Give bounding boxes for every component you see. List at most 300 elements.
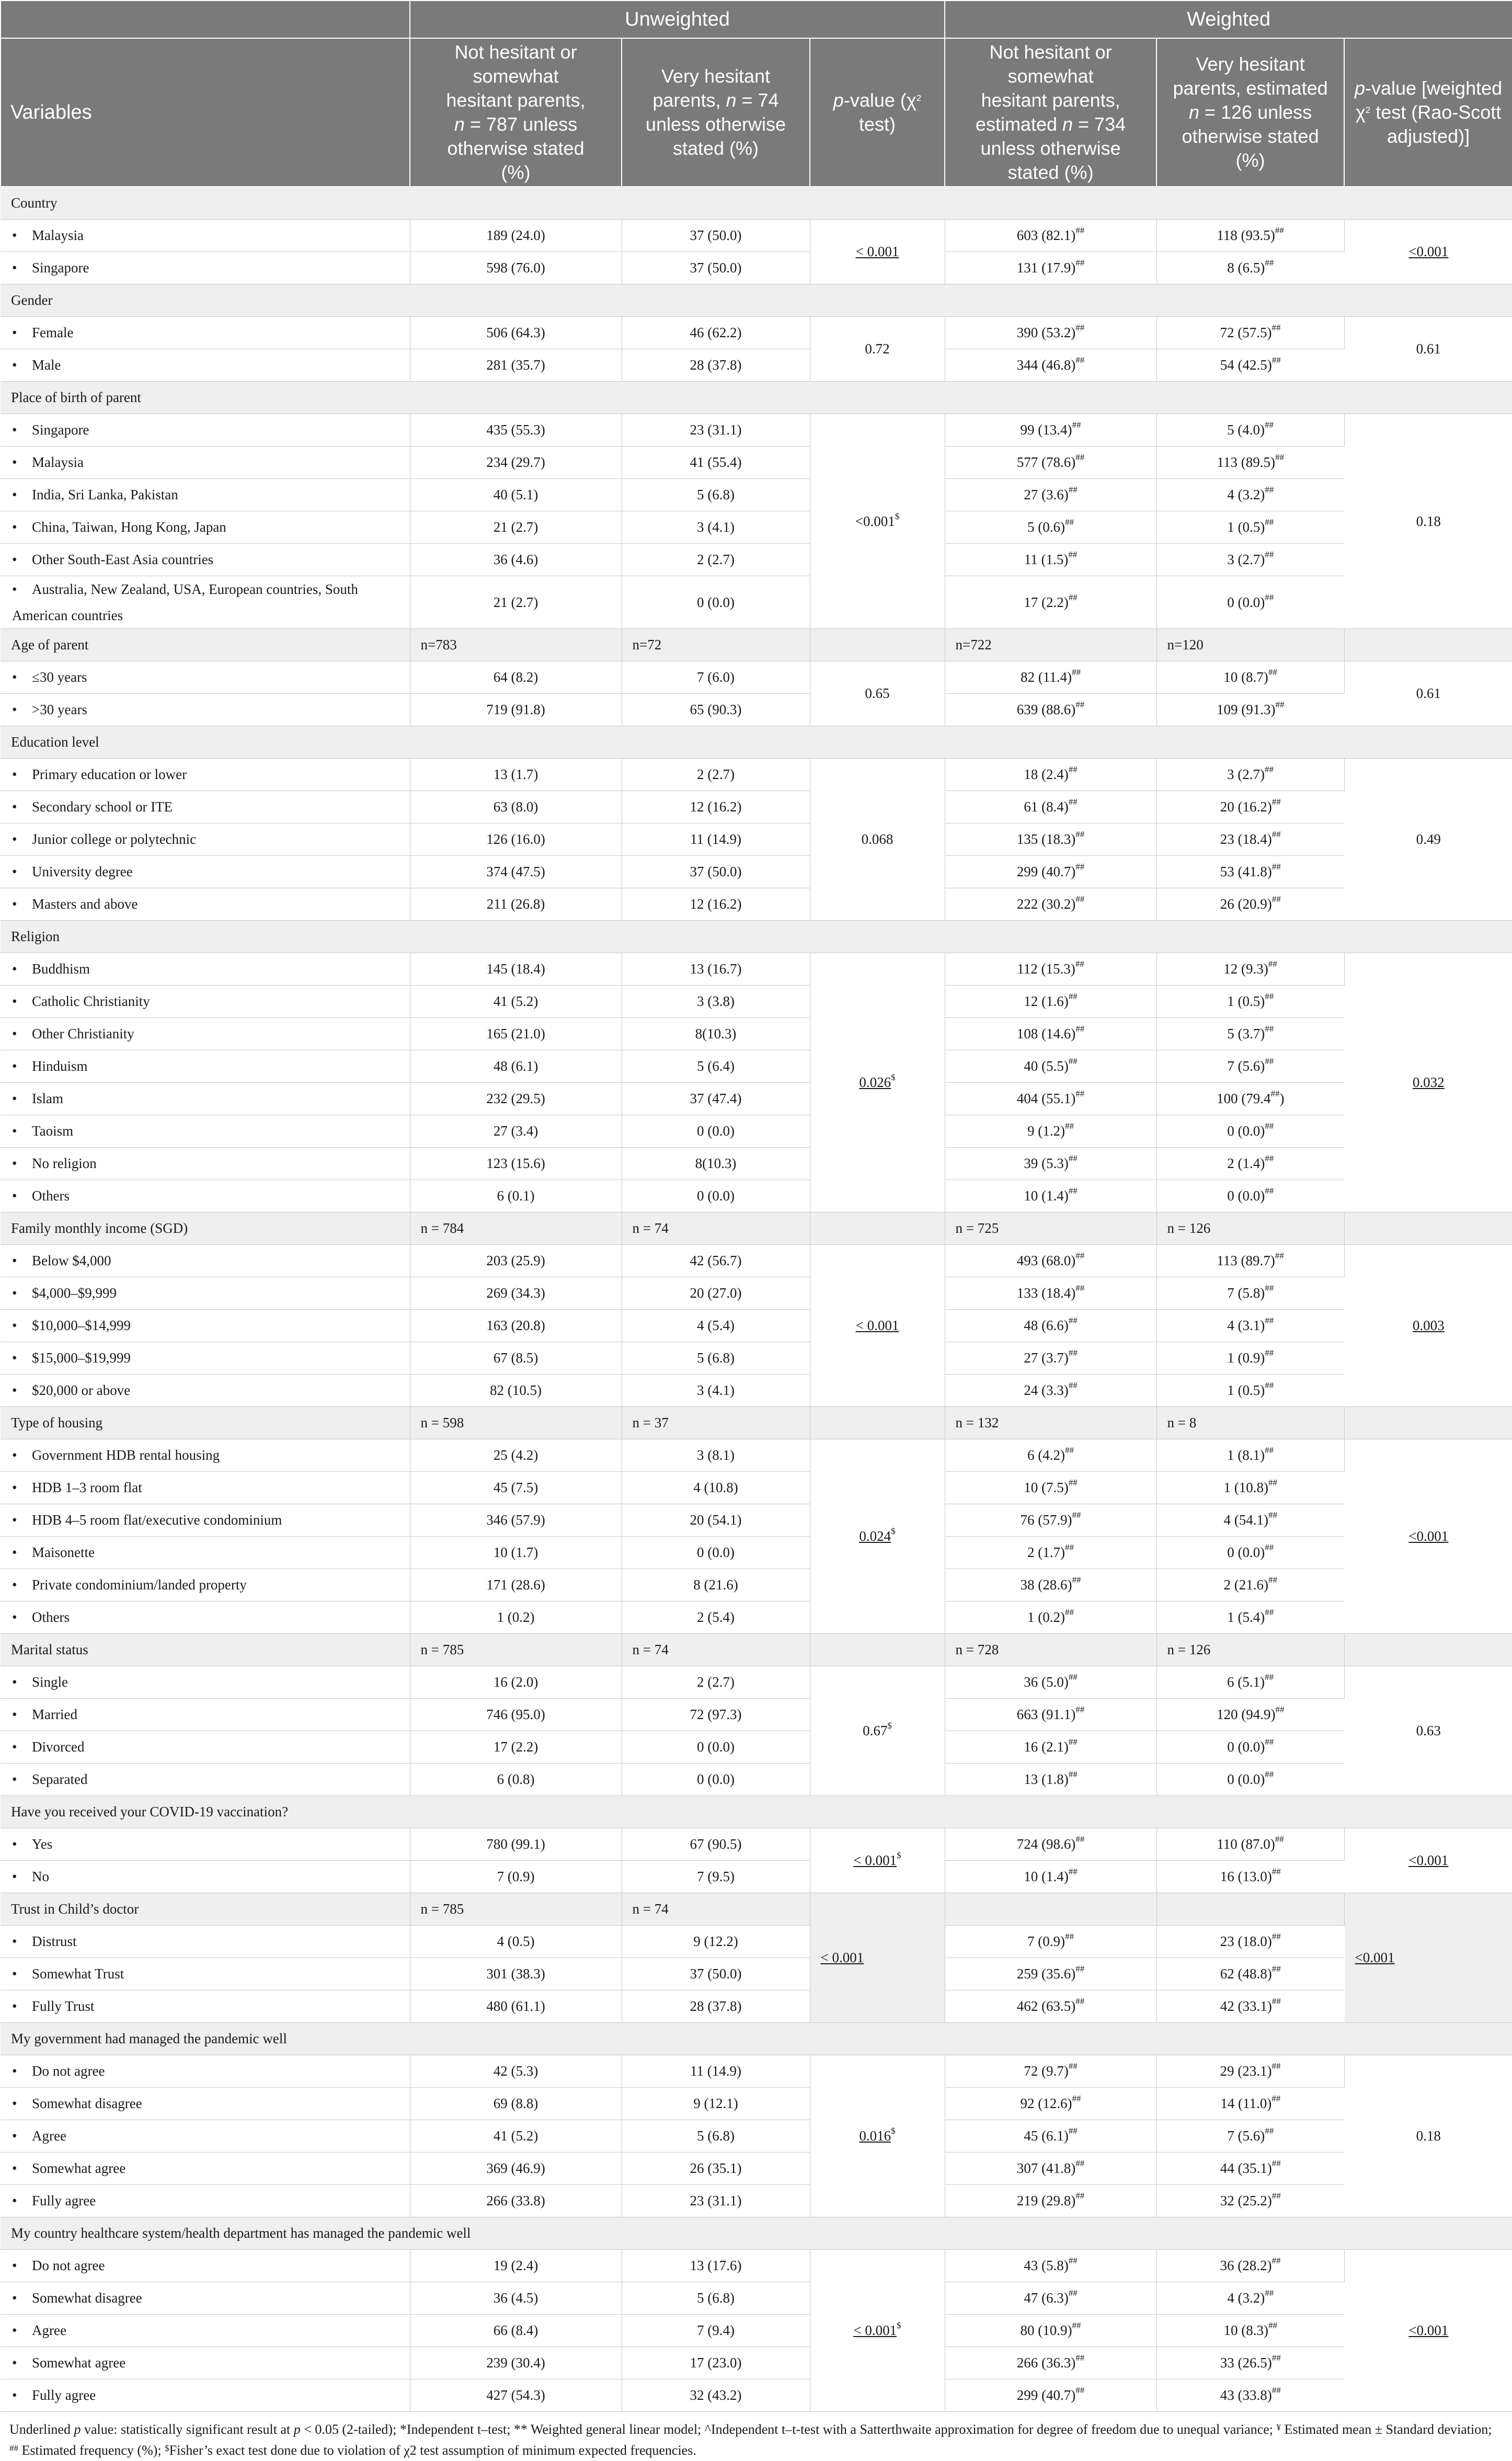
weighted-value: 259 (35.6)	[1016, 1966, 1076, 1982]
cell-unweighted-not-hesitant: 19 (2.4)	[410, 2250, 622, 2282]
weighted-value: 390 (53.2)	[1016, 325, 1076, 340]
table-row	[1, 1699, 1512, 1731]
section-title: Place of birth of parent	[1, 382, 1512, 414]
pvalue-unweighted	[810, 317, 945, 382]
row-label-text: Below $4,000	[32, 1253, 111, 1268]
weighted-value: 72 (57.5)	[1220, 325, 1272, 340]
n-unweighted-1: n = 784	[410, 1212, 622, 1245]
row-label: • China, Taiwan, Hong Kong, Japan	[1, 511, 410, 544]
row-label: • Private condominium/landed property	[1, 1569, 410, 1601]
pvalue-unweighted	[810, 220, 945, 284]
weighted-value: 110 (87.0)	[1217, 1836, 1275, 1852]
weighted-value: 2 (21.6)	[1223, 1577, 1269, 1593]
weighted-value: 17 (2.2)	[1024, 594, 1069, 610]
n-weighted-2: n = 8	[1156, 1407, 1344, 1439]
cell-unweighted-very-hesitant: 37 (50.0)	[622, 252, 810, 284]
cell-weighted-not-hesitant: 40 (5.5)##	[945, 1050, 1156, 1083]
weighted-value: 7 (5.6)	[1227, 2128, 1265, 2144]
cell-weighted-not-hesitant: 39 (5.3)##	[945, 1148, 1156, 1180]
cell-unweighted-not-hesitant: 10 (1.7)	[410, 1537, 622, 1569]
section-title: Type of housing	[1, 1407, 410, 1439]
pvalue-text: 0.67	[863, 1723, 888, 1738]
col-header-variables: Variables	[1, 38, 410, 187]
cell-unweighted-not-hesitant: 266 (33.8)	[410, 2185, 622, 2217]
cell-weighted-very-hesitant: 10 (8.7)##	[1156, 661, 1344, 694]
cell-unweighted-very-hesitant: 3 (3.8)	[622, 986, 810, 1018]
cell-weighted-not-hesitant: 12 (1.6)##	[945, 986, 1156, 1018]
weighted-value: 92 (12.6)	[1020, 2096, 1072, 2111]
row-label-text: Female	[32, 325, 74, 340]
pvalue-text: <0.001	[1408, 1852, 1449, 1868]
cell-unweighted-not-hesitant: 232 (29.5)	[410, 1083, 622, 1115]
cell-weighted-very-hesitant: 0 (0.0)##	[1156, 1115, 1344, 1148]
section-header-row	[1, 2217, 1512, 2250]
pvalue-unweighted: 0.026$	[810, 953, 945, 1212]
row-label: • Fully Trust	[1, 1990, 410, 2023]
pvalue-text: 0.016	[859, 2128, 891, 2144]
pvalue-weighted	[1344, 1439, 1512, 1634]
table-row	[1, 1472, 1512, 1504]
cell-unweighted-very-hesitant: 42 (56.7)	[622, 1245, 810, 1277]
table-row	[1, 1277, 1512, 1310]
cell-weighted-not-hesitant: 390 (53.2)##	[945, 317, 1156, 349]
cell-weighted-not-hesitant: 133 (18.4)##	[945, 1277, 1156, 1310]
table-row	[1, 2185, 1512, 2217]
weighted-value: 33 (26.5)	[1220, 2355, 1272, 2371]
cell-weighted-very-hesitant: 0 (0.0)##	[1156, 1731, 1344, 1764]
weighted-value: 18 (2.4)	[1024, 766, 1069, 782]
row-label: • Male	[1, 349, 410, 382]
cell-unweighted-very-hesitant: 4 (10.8)	[622, 1472, 810, 1504]
weighted-value: 16 (2.1)	[1024, 1739, 1069, 1755]
cell-weighted-very-hesitant: 72 (57.5)##	[1156, 317, 1344, 349]
cell-unweighted-not-hesitant: 126 (16.0)	[410, 823, 622, 856]
cell-unweighted-not-hesitant: 6 (0.8)	[410, 1764, 622, 1796]
row-label-text: Others	[32, 1188, 70, 1204]
cell-unweighted-not-hesitant: 25 (4.2)	[410, 1439, 622, 1472]
row-label: • Do not agree	[1, 2250, 410, 2282]
cell-weighted-very-hesitant: 5 (3.7)##	[1156, 1018, 1344, 1050]
row-label-text: Agree	[32, 2322, 66, 2338]
table-row	[1, 414, 1512, 447]
table-row	[1, 1083, 1512, 1115]
cell-unweighted-very-hesitant: 8 (21.6)	[622, 1569, 810, 1601]
row-label-text: $4,000–$9,999	[32, 1285, 117, 1301]
pvalue-text: 0.026	[859, 1074, 891, 1090]
weighted-value: 6 (4.2)	[1027, 1447, 1066, 1463]
cell-weighted-not-hesitant: 462 (63.5)##	[945, 1990, 1156, 2023]
row-label-text: Somewhat Trust	[32, 1966, 124, 1982]
col-header-weighted-not-hesitant: Not hesitant or somewhat hesitant parents, estimated n = 734 unless otherwise stated (%)	[945, 38, 1156, 187]
cell-weighted-not-hesitant: 603 (82.1)##	[945, 220, 1156, 252]
weighted-value: 100 (79.4	[1217, 1091, 1271, 1106]
row-label-text: >30 years	[32, 702, 87, 717]
pvalue-text: <0.001	[1408, 244, 1449, 259]
weighted-value: 108 (14.6)	[1016, 1026, 1076, 1041]
row-label-text: Masters and above	[32, 896, 138, 912]
cell-weighted-very-hesitant: 10 (8.3)##	[1156, 2315, 1344, 2347]
row-label: • Australia, New Zealand, USA, European countries, South American countries	[1, 576, 410, 629]
cell-weighted-very-hesitant: 8 (6.5)##	[1156, 252, 1344, 284]
weighted-value: 577 (78.6)	[1016, 454, 1076, 470]
table-row	[1, 1764, 1512, 1796]
table-row	[1, 2120, 1512, 2153]
weighted-value: 112 (15.3)	[1017, 961, 1075, 977]
cell-weighted-not-hesitant: 639 (88.6)##	[945, 694, 1156, 726]
weighted-value: 1 (0.2)	[1027, 1609, 1066, 1625]
cell-weighted-very-hesitant: 29 (23.1)##	[1156, 2055, 1344, 2088]
cell-unweighted-not-hesitant: 719 (91.8)	[410, 694, 622, 726]
row-label-text: Male	[32, 357, 61, 373]
weighted-value: 12 (9.3)	[1223, 961, 1268, 977]
table-row	[1, 1439, 1512, 1472]
cell-weighted-not-hesitant: 307 (41.8)##	[945, 2153, 1156, 2185]
cell-weighted-not-hesitant: 266 (36.3)##	[945, 2347, 1156, 2379]
pvalue-spacer	[810, 1634, 945, 1666]
table-row	[1, 1310, 1512, 1342]
n-weighted-1: n = 132	[945, 1407, 1156, 1439]
weighted-value: 663 (91.1)	[1016, 1707, 1076, 1722]
row-label: • Others	[1, 1180, 410, 1212]
weighted-value: 27 (3.6)	[1024, 487, 1069, 502]
table-row	[1, 1861, 1512, 1893]
weighted-value: 5 (4.0)	[1227, 422, 1265, 438]
cell-unweighted-not-hesitant: 346 (57.9)	[410, 1504, 622, 1537]
cell-unweighted-very-hesitant: 0 (0.0)	[622, 1731, 810, 1764]
pvalue-text: 0.61	[1416, 341, 1441, 357]
cell-weighted-very-hesitant: 1 (8.1)##	[1156, 1439, 1344, 1472]
cell-unweighted-very-hesitant: 11 (14.9)	[622, 823, 810, 856]
row-label-text: $10,000–$14,999	[32, 1318, 131, 1333]
weighted-value: 404 (55.1)	[1016, 1091, 1076, 1106]
pvalue-text: <0.001	[855, 513, 895, 529]
row-label-text: Secondary school or ITE	[32, 799, 173, 815]
row-label: • Hinduism	[1, 1050, 410, 1083]
cell-weighted-very-hesitant: 4 (3.2)##	[1156, 479, 1344, 511]
cell-unweighted-not-hesitant: 780 (99.1)	[410, 1828, 622, 1861]
weighted-value: 43 (33.8)	[1220, 2387, 1272, 2403]
row-label-text: ≤30 years	[32, 669, 87, 685]
cell-weighted-not-hesitant: 80 (10.9)##	[945, 2315, 1156, 2347]
row-label-text: Islam	[32, 1091, 63, 1106]
row-label: • Divorced	[1, 1731, 410, 1764]
pvalue-text: < 0.001	[853, 1852, 897, 1868]
cell-unweighted-very-hesitant: 0 (0.0)	[622, 1764, 810, 1796]
n-unweighted-1: n = 598	[410, 1407, 622, 1439]
weighted-value: 1 (0.5)	[1227, 1382, 1265, 1398]
cell-weighted-very-hesitant: 7 (5.8)##	[1156, 1277, 1344, 1310]
row-label-text: Other Christianity	[32, 1026, 134, 1041]
weighted-value: 8 (6.5)	[1227, 260, 1265, 276]
cell-unweighted-very-hesitant: 2 (5.4)	[622, 1601, 810, 1634]
cell-unweighted-very-hesitant: 3 (4.1)	[622, 1375, 810, 1407]
cell-unweighted-not-hesitant: 189 (24.0)	[410, 220, 622, 252]
row-label-text: Other South-East Asia countries	[32, 552, 214, 567]
row-label: • Somewhat disagree	[1, 2282, 410, 2315]
cell-unweighted-very-hesitant: 26 (35.1)	[622, 2153, 810, 2185]
cell-unweighted-very-hesitant: 3 (8.1)	[622, 1439, 810, 1472]
pvalue-unweighted	[810, 759, 945, 921]
cell-unweighted-very-hesitant: 23 (31.1)	[622, 414, 810, 447]
cell-weighted-very-hesitant: 118 (93.5)##	[1156, 220, 1344, 252]
cell-weighted-very-hesitant: 14 (11.0)##	[1156, 2088, 1344, 2120]
section-title: Country	[1, 187, 1512, 220]
row-label: • $10,000–$14,999	[1, 1310, 410, 1342]
row-label-text: Single	[32, 1674, 68, 1690]
cell-unweighted-very-hesitant: 20 (27.0)	[622, 1277, 810, 1310]
weighted-value: 113 (89.7)	[1217, 1253, 1275, 1268]
weighted-value: 462 (63.5)	[1016, 1998, 1076, 2014]
table-row	[1, 1018, 1512, 1050]
row-label: • Single	[1, 1666, 410, 1699]
weighted-value: 4 (3.2)	[1227, 2290, 1265, 2306]
cell-unweighted-very-hesitant: 7 (9.5)	[622, 1861, 810, 1893]
cell-weighted-not-hesitant: 18 (2.4)##	[945, 759, 1156, 791]
section-title: Have you received your COVID-19 vaccination?	[1, 1796, 1512, 1828]
pvalue-text: 0.18	[1416, 2128, 1441, 2144]
section-header-row	[1, 284, 1512, 317]
weighted-value: 7 (5.6)	[1227, 1058, 1265, 1074]
row-label: • Malaysia	[1, 447, 410, 479]
cell-unweighted-very-hesitant: 13 (17.6)	[622, 2250, 810, 2282]
weighted-value: 5 (3.7)	[1227, 1026, 1265, 1041]
cell-weighted-very-hesitant: 110 (87.0)##	[1156, 1828, 1344, 1861]
weighted-value: 72 (9.7)	[1024, 2063, 1069, 2079]
table-row	[1, 953, 1512, 986]
cell-weighted-very-hesitant: 1 (10.8)##	[1156, 1472, 1344, 1504]
weighted-value: 603 (82.1)	[1016, 227, 1076, 243]
table-row	[1, 1569, 1512, 1601]
row-label: • Somewhat disagree	[1, 2088, 410, 2120]
n-weighted-2: n = 126	[1156, 1634, 1344, 1666]
weighted-value: 47 (6.3)	[1024, 2290, 1069, 2306]
cell-unweighted-not-hesitant: 123 (15.6)	[410, 1148, 622, 1180]
cell-weighted-very-hesitant: 54 (42.5)##	[1156, 349, 1344, 382]
pvalue-spacer	[1344, 1634, 1512, 1666]
section-title: Marital status	[1, 1634, 410, 1666]
table-row	[1, 1245, 1512, 1277]
cell-unweighted-very-hesitant: 41 (55.4)	[622, 447, 810, 479]
cell-unweighted-very-hesitant: 37 (50.0)	[622, 220, 810, 252]
section-title: Age of parent	[1, 629, 410, 661]
cell-weighted-not-hesitant: 131 (17.9)##	[945, 252, 1156, 284]
row-label-text: Separated	[32, 1771, 88, 1787]
cell-weighted-very-hesitant: 6 (5.1)##	[1156, 1666, 1344, 1699]
cell-unweighted-not-hesitant: 82 (10.5)	[410, 1375, 622, 1407]
weighted-value: 13 (1.8)	[1024, 1771, 1069, 1787]
cell-weighted-very-hesitant: 7 (5.6)##	[1156, 2120, 1344, 2153]
section-header-row	[1, 1893, 1512, 1926]
weighted-value: 4 (3.2)	[1227, 487, 1265, 502]
cell-unweighted-not-hesitant: 281 (35.7)	[410, 349, 622, 382]
pvalue-weighted	[1344, 1828, 1512, 1893]
cell-weighted-not-hesitant: 222 (30.2)##	[945, 888, 1156, 921]
cell-weighted-not-hesitant: 17 (2.2)##	[945, 576, 1156, 629]
row-label: • Fully agree	[1, 2185, 410, 2217]
cell-unweighted-very-hesitant: 3 (4.1)	[622, 511, 810, 544]
row-label-text: $20,000 or above	[32, 1382, 131, 1398]
cell-weighted-not-hesitant: 48 (6.6)##	[945, 1310, 1156, 1342]
n-weighted-2: n = 126	[1156, 1212, 1344, 1245]
cell-unweighted-very-hesitant: 37 (50.0)	[622, 1958, 810, 1990]
weighted-value: 61 (8.4)	[1024, 799, 1069, 815]
pvalue-unweighted: 0.67$	[810, 1666, 945, 1796]
section-title: Family monthly income (SGD)	[1, 1212, 410, 1245]
row-label: • HDB 4–5 room flat/executive condominium	[1, 1504, 410, 1537]
cell-unweighted-not-hesitant: 234 (29.7)	[410, 447, 622, 479]
section-header-row	[1, 382, 1512, 414]
row-label: • University degree	[1, 856, 410, 888]
row-label-text: Malaysia	[32, 454, 84, 470]
weighted-value: 113 (89.5)	[1217, 454, 1276, 470]
cell-weighted-not-hesitant: 27 (3.7)##	[945, 1342, 1156, 1375]
pvalue-weighted	[1344, 317, 1512, 382]
cell-unweighted-very-hesitant: 0 (0.0)	[622, 576, 810, 629]
cell-unweighted-not-hesitant: 165 (21.0)	[410, 1018, 622, 1050]
row-label-text: Divorced	[32, 1739, 85, 1755]
pvalue-spacer	[1344, 1212, 1512, 1245]
row-label-text: Fully Trust	[32, 1998, 95, 2014]
cell-weighted-very-hesitant: 16 (13.0)##	[1156, 1861, 1344, 1893]
cell-unweighted-very-hesitant: 20 (54.1)	[622, 1504, 810, 1537]
cell-unweighted-very-hesitant: 2 (2.7)	[622, 1666, 810, 1699]
weighted-value: 48 (6.6)	[1024, 1318, 1069, 1333]
pvalue-weighted	[1344, 953, 1512, 1212]
row-label-text: Australia, New Zealand, USA, European countries, South American countries	[12, 581, 358, 623]
row-label: • Female	[1, 317, 410, 349]
row-label-text: Singapore	[32, 422, 89, 438]
cell-weighted-very-hesitant: 1 (0.9)##	[1156, 1342, 1344, 1375]
cell-weighted-not-hesitant: 36 (5.0)##	[945, 1666, 1156, 1699]
cell-unweighted-very-hesitant: 8(10.3)	[622, 1148, 810, 1180]
cell-unweighted-very-hesitant: 37 (50.0)	[622, 856, 810, 888]
cell-unweighted-not-hesitant: 746 (95.0)	[410, 1699, 622, 1731]
cell-weighted-very-hesitant: 0 (0.0)##	[1156, 576, 1344, 629]
weighted-value: 6 (5.1)	[1227, 1674, 1265, 1690]
cell-weighted-not-hesitant: 135 (18.3)##	[945, 823, 1156, 856]
row-label-text: Malaysia	[32, 227, 84, 243]
cell-unweighted-very-hesitant: 67 (90.5)	[622, 1828, 810, 1861]
weighted-value: 40 (5.5)	[1024, 1058, 1069, 1074]
weighted-value: 9 (1.2)	[1027, 1123, 1066, 1139]
cell-unweighted-very-hesitant: 5 (6.8)	[622, 479, 810, 511]
weighted-value: 10 (8.7)	[1223, 669, 1268, 685]
cell-unweighted-not-hesitant: 4 (0.5)	[410, 1926, 622, 1958]
section-title: Education level	[1, 726, 1512, 759]
cell-weighted-not-hesitant: 61 (8.4)##	[945, 791, 1156, 823]
table-footnote: Underlined p value: statistically significant result at p < 0.05 (2-tailed); *Independent t–test; ** Weighted general linear model; ^Independent t–t-test with a Satterthwaite approximation for degree of freedom due to unequal variance; ¥ Estimated mean ± Standard deviation; ## Estimated frequency (%); $Fisher’s exact test done due to violation of χ2 test assumption of minimum expected frequencies.	[9, 2422, 1492, 2458]
row-label-text: $15,000–$19,999	[32, 1350, 131, 1366]
table-row	[1, 2153, 1512, 2185]
cell-weighted-not-hesitant: 7 (0.9)##	[945, 1926, 1156, 1958]
n-unweighted-2: n=72	[622, 629, 810, 661]
row-label-text: Catholic Christianity	[32, 993, 150, 1009]
cell-unweighted-not-hesitant: 203 (25.9)	[410, 1245, 622, 1277]
cell-unweighted-not-hesitant: 21 (2.7)	[410, 576, 622, 629]
cell-unweighted-very-hesitant: 13 (16.7)	[622, 953, 810, 986]
n-unweighted-1: n = 785	[410, 1893, 622, 1926]
weighted-value: 10 (7.5)	[1024, 1480, 1069, 1495]
pvalue-unweighted: <0.001$	[810, 414, 945, 629]
weighted-value: 493 (68.0)	[1016, 1253, 1076, 1268]
cell-weighted-very-hesitant: 113 (89.5)##	[1156, 447, 1344, 479]
section-header-row	[1, 1212, 1512, 1245]
pvalue-text: 0.63	[1416, 1723, 1441, 1738]
pvalue-spacer	[1344, 629, 1512, 661]
cell-unweighted-very-hesitant: 4 (5.4)	[622, 1310, 810, 1342]
cell-weighted-not-hesitant: 47 (6.3)##	[945, 2282, 1156, 2315]
row-label-text: Yes	[32, 1836, 53, 1852]
cell-weighted-very-hesitant: 3 (2.7)##	[1156, 544, 1344, 576]
row-label: • Other Christianity	[1, 1018, 410, 1050]
weighted-value: 36 (5.0)	[1024, 1674, 1069, 1690]
cell-unweighted-very-hesitant: 7 (9.4)	[622, 2315, 810, 2347]
row-label: • $20,000 or above	[1, 1375, 410, 1407]
weighted-value: 43 (5.8)	[1024, 2258, 1069, 2273]
cell-weighted-very-hesitant: 100 (79.4##)	[1156, 1083, 1344, 1115]
weighted-value: 344 (46.8)	[1016, 357, 1076, 373]
cell-unweighted-not-hesitant: 145 (18.4)	[410, 953, 622, 986]
col-header-weighted-pvalue: p-value [weighted $\chi^2$ test (Rao-Scott adjusted)]	[1344, 38, 1512, 187]
section-header-row	[1, 187, 1512, 220]
section-header-row	[1, 726, 1512, 759]
cell-unweighted-very-hesitant: 8(10.3)	[622, 1018, 810, 1050]
weighted-value: 307 (41.8)	[1016, 2160, 1076, 2176]
weighted-value: 76 (57.9)	[1020, 1512, 1072, 1528]
section-title: My government had managed the pandemic well	[1, 2023, 1512, 2055]
cell-unweighted-not-hesitant: 63 (8.0)	[410, 791, 622, 823]
cell-weighted-not-hesitant: 99 (13.4)##	[945, 414, 1156, 447]
weighted-value: 11 (1.5)	[1024, 552, 1069, 567]
weighted-value: 133 (18.4)	[1016, 1285, 1076, 1301]
pvalue-weighted	[1344, 759, 1512, 921]
cell-weighted-not-hesitant: 10 (1.4)##	[945, 1180, 1156, 1212]
cell-weighted-very-hesitant: 26 (20.9)##	[1156, 888, 1344, 921]
cell-unweighted-not-hesitant: 269 (34.3)	[410, 1277, 622, 1310]
weighted-value: 27 (3.7)	[1024, 1350, 1069, 1366]
group-header-unweighted: Unweighted	[410, 1, 945, 38]
table-row	[1, 317, 1512, 349]
table-row	[1, 694, 1512, 726]
row-label-text: Do not agree	[32, 2258, 105, 2273]
section-header-row	[1, 629, 1512, 661]
row-label: • Below $4,000	[1, 1245, 410, 1277]
n-weighted-1	[945, 1893, 1156, 1926]
weighted-value: 45 (6.1)	[1024, 2128, 1069, 2144]
pvalue-weighted	[1344, 1893, 1512, 2023]
row-label: • Do not agree	[1, 2055, 410, 2088]
table-row	[1, 1958, 1512, 1990]
row-label-text: Somewhat disagree	[32, 2096, 142, 2111]
pvalue-weighted	[1344, 2250, 1512, 2412]
weighted-value: 7 (5.8)	[1227, 1285, 1265, 1301]
weighted-value: 118 (93.5)	[1217, 227, 1275, 243]
table-row	[1, 544, 1512, 576]
pvalue-unweighted	[810, 1245, 945, 1407]
weighted-value: 299 (40.7)	[1016, 864, 1076, 879]
weighted-value: 23 (18.0)	[1220, 1933, 1272, 1949]
cell-unweighted-very-hesitant: 28 (37.8)	[622, 349, 810, 382]
cell-unweighted-very-hesitant: 5 (6.8)	[622, 2120, 810, 2153]
pvalue-text: < 0.001	[820, 1950, 864, 1965]
pvalue-weighted	[1344, 1666, 1512, 1796]
row-label-text: University degree	[32, 864, 133, 879]
weighted-value: 10 (1.4)	[1024, 1188, 1069, 1204]
cell-unweighted-not-hesitant: 211 (26.8)	[410, 888, 622, 921]
cell-weighted-not-hesitant: 259 (35.6)##	[945, 1958, 1156, 1990]
pvalue-text: < 0.001	[855, 1318, 899, 1333]
table-row	[1, 447, 1512, 479]
